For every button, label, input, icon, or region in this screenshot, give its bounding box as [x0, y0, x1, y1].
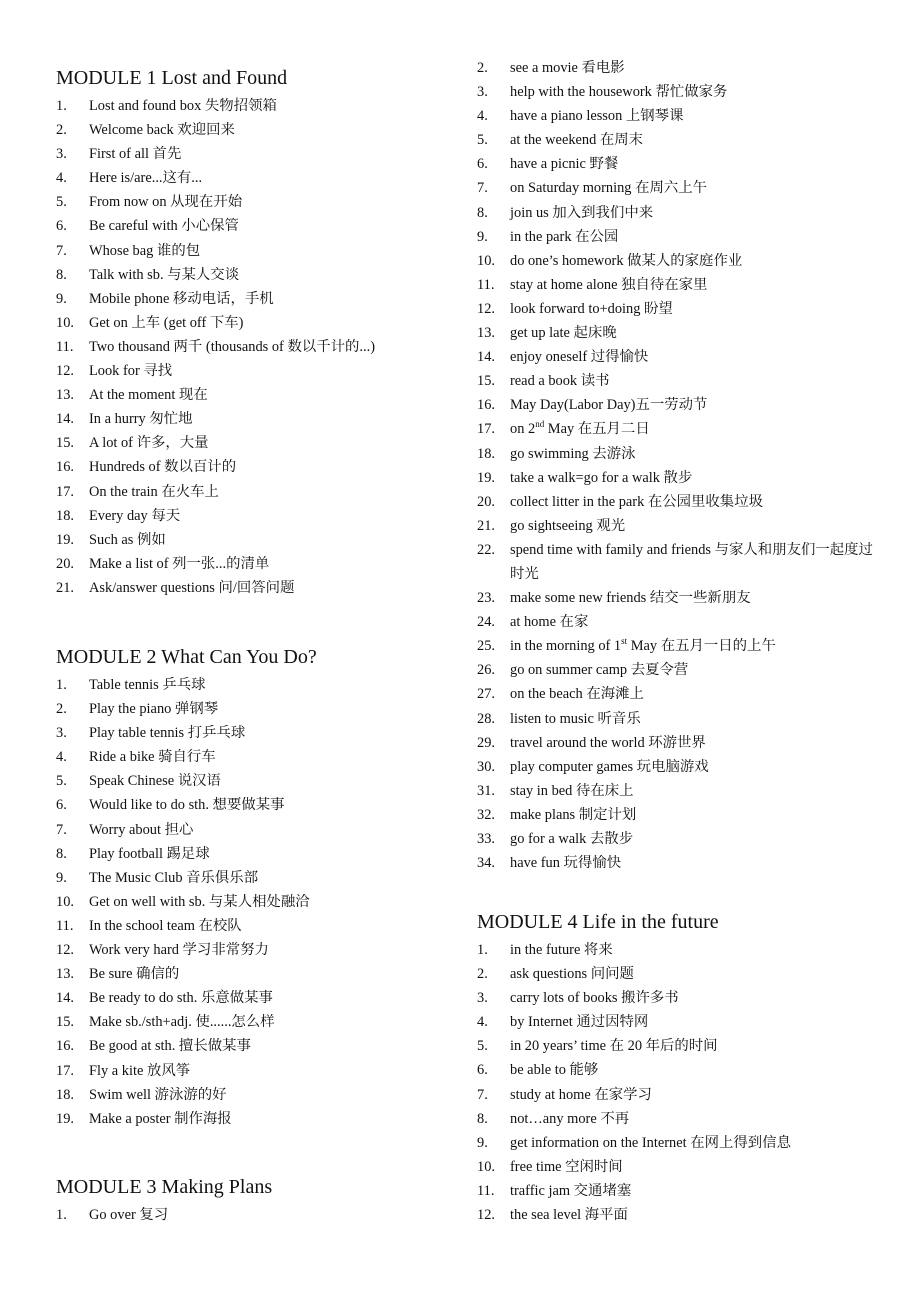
list-item: [56, 94, 466, 118]
item-text: Lost and found box 失物招领箱: [89, 98, 277, 114]
item-text: Every day 每天: [89, 507, 181, 524]
module4-title: MODULE 4 Life in the future: [477, 911, 719, 933]
list-item: [56, 769, 466, 793]
item-number: 29.: [477, 734, 495, 751]
item-number: 13.: [477, 325, 495, 342]
item-text: Talk with sb. 与某人交谈: [89, 266, 240, 283]
item-text: stay in bed 待在床上: [510, 782, 634, 799]
item-number: 2.: [56, 701, 67, 718]
item-number: 9.: [477, 228, 488, 245]
item-text: Such as 例如: [89, 531, 166, 548]
item-text: Swim well 游泳游的好: [89, 1086, 227, 1103]
item-number: 5.: [477, 1038, 488, 1055]
item-text: be able to 能够: [510, 1062, 599, 1079]
item-text: First of all 首先: [89, 146, 182, 163]
list-item: [477, 393, 877, 417]
item-text: Look for 寻找: [89, 363, 173, 380]
list-item: [477, 803, 877, 827]
list-item: [56, 311, 466, 335]
list-item: [477, 466, 877, 490]
list-item: [477, 586, 877, 610]
list-item: [56, 962, 466, 986]
item-text: travel around the world 环游世界: [510, 734, 706, 751]
item-text: get information on the Internet 在网上得到信息: [510, 1134, 791, 1151]
item-number: 6.: [477, 1062, 488, 1079]
item-number: 4.: [56, 749, 67, 766]
item-text: on Saturday morning 在周六上午: [510, 180, 708, 197]
item-number: 14.: [477, 349, 495, 366]
item-number: 4.: [477, 1014, 488, 1031]
item-number: 20.: [56, 555, 74, 572]
item-text: go for a walk 去散步: [510, 831, 634, 847]
item-number: 9.: [56, 290, 67, 307]
list-item: [477, 1034, 877, 1058]
item-text: at home 在家: [510, 614, 589, 631]
item-number: 7.: [477, 180, 488, 197]
item-text: not…any more 不再: [510, 1110, 630, 1127]
item-text: Get on well with sb. 与某人相处融洽: [89, 893, 310, 910]
item-text: Two thousand 两千 (thousands of 数以千计的...): [89, 338, 375, 355]
item-number: 13.: [56, 387, 74, 404]
item-text: do one’s homework 做某人的家庭作业: [510, 252, 743, 269]
item-text: in 20 years’ time 在 20 年后的时间: [510, 1038, 718, 1055]
item-number: 9.: [477, 1134, 488, 1151]
list-item: [477, 56, 877, 80]
item-text: In the school team 在校队: [89, 917, 242, 934]
item-number: 19.: [477, 469, 495, 486]
item-number: 5.: [477, 132, 488, 149]
item-text: Go over 复习: [89, 1207, 169, 1223]
item-text: take a walk=go for a walk 散步: [510, 469, 693, 486]
list-item: [56, 1034, 466, 1058]
item-text: Mobile phone 移动电话，手机: [89, 290, 274, 307]
item-number: 13.: [56, 966, 74, 983]
list-item: [477, 201, 877, 225]
item-number: 3.: [477, 990, 488, 1007]
list-item: [56, 842, 466, 866]
item-number: 11.: [477, 276, 495, 293]
item-text: Make a poster 制作海报: [89, 1110, 232, 1127]
item-text: get up late 起床晚: [510, 325, 617, 342]
list-item: [477, 297, 877, 321]
item-text: Work very hard 学习非常努力: [89, 942, 269, 959]
item-text: May Day(Labor Day)五一劳动节: [510, 397, 708, 414]
item-text: Get on 上车 (get off 下车): [89, 314, 244, 331]
item-number: 17.: [56, 1062, 74, 1079]
module3-section: [56, 1175, 466, 1227]
list-item: [477, 345, 877, 369]
list-item: [56, 1010, 466, 1034]
list-item: [56, 287, 466, 311]
item-number: 10.: [56, 893, 74, 910]
item-text: have a picnic 野餐: [510, 156, 619, 173]
ordinal-suffix: st: [621, 636, 628, 647]
list-item: [477, 658, 877, 682]
list-item: [477, 152, 877, 176]
list-item: [477, 1107, 877, 1131]
list-item: [56, 1107, 466, 1131]
list-item: [477, 755, 877, 779]
item-text: collect litter in the park 在公园里收集垃圾: [510, 493, 763, 510]
item-number: 15.: [56, 1014, 74, 1031]
list-item: [477, 682, 877, 706]
list-item: [56, 239, 466, 263]
item-text: In a hurry 匆忙地: [89, 411, 193, 428]
item-text: by Internet 通过因特网: [510, 1014, 649, 1031]
item-number: 8.: [477, 204, 488, 221]
item-text: The Music Club 音乐俱乐部: [89, 869, 259, 886]
item-text: Speak Chinese 说汉语: [89, 773, 221, 790]
item-number: 31.: [477, 782, 495, 799]
item-text: have a piano lesson 上钢琴课: [510, 108, 684, 125]
item-text: Play table tennis 打乒乓球: [89, 725, 246, 742]
item-number: 2.: [477, 60, 488, 76]
list-item: [477, 176, 877, 200]
list-item: [56, 431, 466, 455]
list-item: [56, 890, 466, 914]
item-text: have fun 玩得愉快: [510, 855, 622, 872]
item-number: 4.: [477, 108, 488, 125]
list-item: [477, 986, 877, 1010]
list-item: [477, 851, 877, 875]
list-item: [477, 490, 877, 514]
item-number: 26.: [477, 662, 495, 679]
list-item: [56, 793, 466, 817]
list-item: [56, 721, 466, 745]
item-number: 21.: [477, 517, 495, 534]
item-text: see a movie 看电影: [510, 60, 625, 76]
item-number: 15.: [56, 435, 74, 452]
list-item: [477, 707, 877, 731]
item-text: look forward to+doing 盼望: [510, 300, 673, 317]
list-item: [56, 190, 466, 214]
list-item: [56, 118, 466, 142]
module2-title: MODULE 2 What Can You Do?: [56, 646, 317, 668]
item-text: spend time with family and friends 与家人和朋友们一起度过时光: [510, 541, 873, 582]
list-item: [56, 383, 466, 407]
item-text: in the park 在公园: [510, 228, 619, 245]
module4-section: [477, 910, 877, 1227]
list-item: [477, 128, 877, 152]
item-text: go swimming 去游泳: [510, 445, 636, 462]
item-text-post: May 在五月二日: [544, 421, 650, 438]
item-number: 18.: [56, 507, 74, 524]
item-number: 24.: [477, 614, 495, 631]
item-number: 15.: [477, 373, 495, 390]
item-number: 3.: [56, 146, 67, 163]
item-number: 2.: [477, 966, 488, 983]
item-text: listen to music 听音乐: [510, 710, 641, 727]
list-item: [477, 779, 877, 803]
item-number: 16.: [477, 397, 495, 414]
item-text: Would like to do sth. 想要做某事: [89, 797, 285, 814]
list-item: [56, 1203, 466, 1227]
module1-list: [56, 94, 466, 600]
item-text: read a book 读书: [510, 373, 610, 390]
item-text: stay at home alone 独自待在家里: [510, 276, 708, 293]
list-item: [477, 442, 877, 466]
module3-list-left: [56, 1203, 466, 1227]
module3-list-right: [477, 56, 877, 875]
item-number: 28.: [477, 710, 495, 727]
module3-title: MODULE 3 Making Plans: [56, 1176, 273, 1198]
item-number: 19.: [56, 531, 74, 548]
list-item: [56, 528, 466, 552]
item-text: A lot of 许多，大量: [89, 435, 209, 452]
list-item: [477, 634, 877, 658]
list-item: [477, 80, 877, 104]
list-item: [477, 225, 877, 249]
list-item: [56, 407, 466, 431]
item-number: 8.: [477, 1110, 488, 1127]
item-number: 30.: [477, 758, 495, 775]
item-number: 10.: [477, 252, 495, 269]
item-number: 34.: [477, 855, 495, 872]
item-number: 1.: [56, 98, 67, 114]
item-number: 3.: [477, 84, 488, 101]
list-item: [56, 673, 466, 697]
item-text: Table tennis 乒乓球: [89, 677, 206, 693]
list-item: [477, 938, 877, 962]
list-item: [477, 1203, 877, 1227]
item-number: 17.: [477, 421, 495, 438]
item-text: Play the piano 弹钢琴: [89, 701, 219, 718]
list-item: [477, 1155, 877, 1179]
item-text: Ride a bike 骑自行车: [89, 749, 216, 766]
list-item: [477, 514, 877, 538]
list-item: [56, 480, 466, 504]
item-text: Here is/are...这有...: [89, 170, 203, 187]
item-number: 18.: [477, 445, 495, 462]
item-text: At the moment 现在: [89, 387, 208, 404]
item-number: 19.: [56, 1110, 74, 1127]
item-text: Whose bag 谁的包: [89, 242, 201, 259]
list-item: [56, 914, 466, 938]
item-text: make plans 制定计划: [510, 806, 637, 823]
item-number: 23.: [477, 590, 495, 607]
item-text: go sightseeing 观光: [510, 517, 626, 534]
list-item: [477, 731, 877, 755]
item-number: 9.: [56, 869, 67, 886]
item-number: 11.: [477, 1182, 495, 1199]
item-number: 16.: [56, 459, 74, 476]
list-item: [477, 610, 877, 634]
item-number: 12.: [477, 300, 495, 317]
item-number: 11.: [56, 917, 74, 934]
item-number: 7.: [56, 242, 67, 259]
item-text: On the train 在火车上: [89, 483, 219, 500]
item-number: 10.: [56, 314, 74, 331]
list-item: [477, 1131, 877, 1155]
item-number: 33.: [477, 831, 495, 847]
item-text: Be ready to do sth. 乐意做某事: [89, 990, 273, 1007]
item-number: 5.: [56, 773, 67, 790]
list-item: [477, 417, 877, 441]
item-text: Make sb./sth+adj. 使......怎么样: [89, 1014, 275, 1031]
item-text: [510, 417, 877, 441]
item-text: at the weekend 在周末: [510, 132, 644, 149]
list-item: [477, 1083, 877, 1107]
list-item: [477, 321, 877, 345]
item-text: join us 加入到我们中来: [510, 204, 654, 221]
item-text: in the future 将来: [510, 942, 613, 958]
item-text: Welcome back 欢迎回来: [89, 122, 235, 139]
module2-section: [56, 645, 466, 1131]
item-number: 8.: [56, 845, 67, 862]
item-number: 12.: [56, 363, 74, 380]
list-item: [56, 214, 466, 238]
item-number: 6.: [56, 797, 67, 814]
item-number: 11.: [56, 338, 74, 355]
list-item: [477, 273, 877, 297]
list-item: [477, 538, 877, 586]
item-text: Be good at sth. 擅长做某事: [89, 1038, 251, 1055]
item-number: 1.: [56, 677, 67, 693]
item-text: Worry about 担心: [89, 821, 194, 838]
item-number: 10.: [477, 1158, 495, 1175]
list-item: [56, 142, 466, 166]
item-number: 3.: [56, 725, 67, 742]
item-text: go on summer camp 去夏令营: [510, 662, 689, 679]
item-text: free time 空闲时间: [510, 1158, 623, 1175]
ordinal-suffix: nd: [535, 419, 545, 430]
item-number: 6.: [477, 156, 488, 173]
list-item: [477, 1058, 877, 1082]
list-item: [56, 1059, 466, 1083]
item-number: 14.: [56, 411, 74, 428]
item-text: traffic jam 交通堵塞: [510, 1182, 632, 1199]
list-item: [56, 866, 466, 890]
item-number: 20.: [477, 493, 495, 510]
item-number: 7.: [477, 1086, 488, 1103]
list-item: [477, 104, 877, 128]
item-text: ask questions 问问题: [510, 966, 634, 983]
list-item: [56, 263, 466, 287]
item-number: 21.: [56, 579, 74, 596]
item-text: study at home 在家学习: [510, 1086, 652, 1103]
list-item: [56, 552, 466, 576]
list-item: [56, 455, 466, 479]
item-text: play computer games 玩电脑游戏: [510, 758, 709, 775]
item-number: 27.: [477, 686, 495, 703]
list-item: [477, 369, 877, 393]
item-number: 16.: [56, 1038, 74, 1055]
item-number: 5.: [56, 194, 67, 211]
item-text: From now on 从现在开始: [89, 194, 243, 211]
list-item: [477, 1179, 877, 1203]
list-item: [56, 745, 466, 769]
module4-list: [477, 938, 877, 1227]
item-number: 14.: [56, 990, 74, 1007]
list-item: [477, 962, 877, 986]
item-number: 32.: [477, 806, 495, 823]
item-text: Hundreds of 数以百计的: [89, 459, 237, 476]
item-text: Be careful with 小心保管: [89, 218, 239, 235]
item-number: 25.: [477, 638, 495, 655]
list-item: [56, 166, 466, 190]
module1-section: [56, 66, 466, 600]
list-item: [56, 818, 466, 842]
list-item: [56, 938, 466, 962]
item-text: help with the housework 帮忙做家务: [510, 84, 728, 101]
item-number: 17.: [56, 483, 74, 500]
item-number: 12.: [56, 942, 74, 959]
module1-title: MODULE 1 Lost and Found: [56, 67, 288, 89]
item-number: 1.: [477, 942, 488, 958]
item-text: on the beach 在海滩上: [510, 686, 644, 703]
list-item: [56, 697, 466, 721]
item-text: carry lots of books 搬许多书: [510, 990, 679, 1007]
item-text: Fly a kite 放风筝: [89, 1062, 191, 1079]
item-text: Ask/answer questions 问/回答问题: [89, 579, 295, 596]
module2-list: [56, 673, 466, 1131]
item-number: 22.: [477, 541, 495, 558]
item-number: 18.: [56, 1086, 74, 1103]
list-item: [56, 1083, 466, 1107]
item-number: 7.: [56, 821, 67, 838]
item-number: 1.: [56, 1207, 67, 1223]
list-item: [56, 504, 466, 528]
item-number: 6.: [56, 218, 67, 235]
item-number: 12.: [477, 1207, 495, 1224]
list-item: [477, 249, 877, 273]
list-item: [56, 576, 466, 600]
item-text: Be sure 确信的: [89, 966, 180, 983]
item-text-pre: on 2: [510, 421, 536, 438]
list-item: [477, 827, 877, 851]
list-item: [56, 359, 466, 383]
item-text: enjoy oneself 过得愉快: [510, 349, 649, 366]
list-item: [56, 986, 466, 1010]
list-item: [56, 335, 466, 359]
list-item: [477, 1010, 877, 1034]
item-text: make some new friends 结交一些新朋友: [510, 590, 751, 607]
item-text: [510, 634, 877, 658]
item-text-pre: in the morning of 1: [510, 638, 622, 655]
item-text-post: May 在五月一日的上午: [627, 638, 776, 655]
item-text: Make a list of 列一张...的清单: [89, 555, 270, 572]
item-number: 8.: [56, 266, 67, 283]
module3-continued-section: [477, 56, 877, 875]
item-number: 4.: [56, 170, 67, 187]
item-text: the sea level 海平面: [510, 1207, 628, 1224]
item-number: 2.: [56, 122, 67, 139]
item-text: Play football 踢足球: [89, 845, 210, 862]
